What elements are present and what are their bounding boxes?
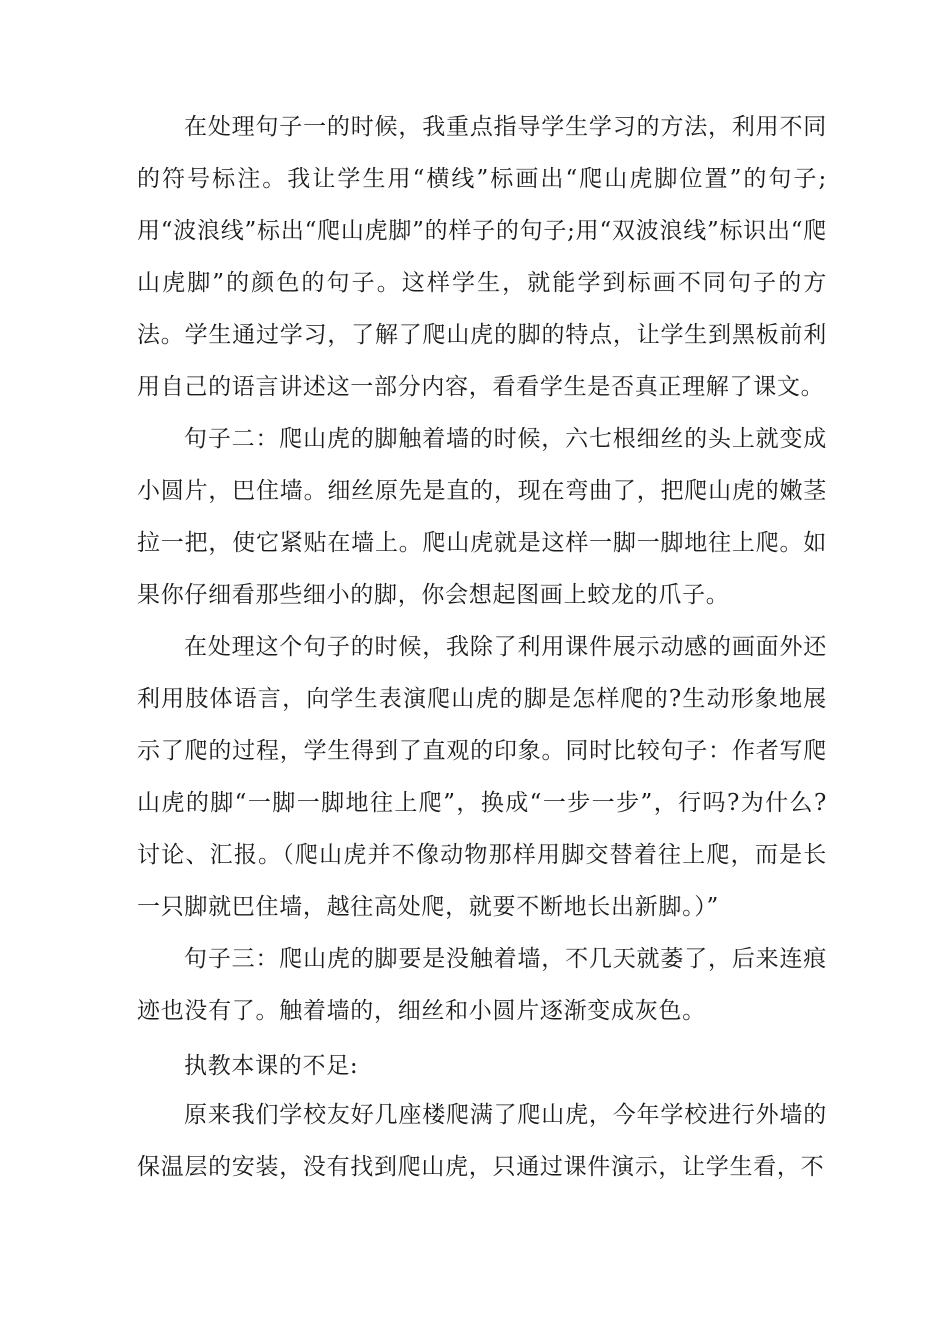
paragraph-sentence-two: 句子二：爬山虎的脚触着墙的时候，六七根细丝的头上就变成小圆片，巴住墙。细丝原先是直的，现在弯曲了，把爬山虎的嫩茎拉一把，使它紧贴在墙上。爬山虎就是这样一脚一脚地往上爬。如果你仔细看那些细小的脚，你会想起图画上蛟龙的爪子。 <box>137 426 827 608</box>
paragraph-shortcomings-body: 原来我们学校友好几座楼爬满了爬山虎，今年学校进行外墙的保温层的安装，没有找到爬山虎，只通过课件演示，让学生看，不 <box>137 1102 827 1180</box>
paragraph-method-sentence-two: 在处理这个句子的时候，我除了利用课件展示动感的画面外还利用肢体语言，向学生表演爬山虎的脚是怎样爬的?生动形象地展示了爬的过程，学生得到了直观的印象。同时比较句子：作者写爬山虎的脚“一脚一脚地往上爬”，换成“一步一步”，行吗?为什么?讨论、汇报。（爬山虎并不像动物那样用脚交替着往上爬，而是长一只脚就巴住墙，越往高处爬，就要不断地长出新脚。）” <box>137 634 827 920</box>
paragraph-sentence-three: 句子三：爬山虎的脚要是没触着墙，不几天就萎了，后来连痕迹也没有了。触着墙的，细丝和小圆片逐渐变成灰色。 <box>137 946 827 1024</box>
document-page <box>137 101 827 1193</box>
paragraph-shortcomings-heading: 执教本课的不足: <box>184 1053 359 1079</box>
paragraph-method-sentence-one: 在处理句子一的时候，我重点指导学生学习的方法，利用不同的符号标注。我让学生用“横线”标画出“爬山虎脚位置”的句子;用“波浪线”标出“爬山虎脚”的样子的句子;用“双波浪线”标识出“爬山虎脚”的颜色的句子。这样学生，就能学到标画不同句子的方法。学生通过学习，了解了爬山虎的脚的特点，让学生到黑板前利用自己的语言讲述这一部分内容，看看学生是否真正理解了课文。 <box>137 114 827 400</box>
